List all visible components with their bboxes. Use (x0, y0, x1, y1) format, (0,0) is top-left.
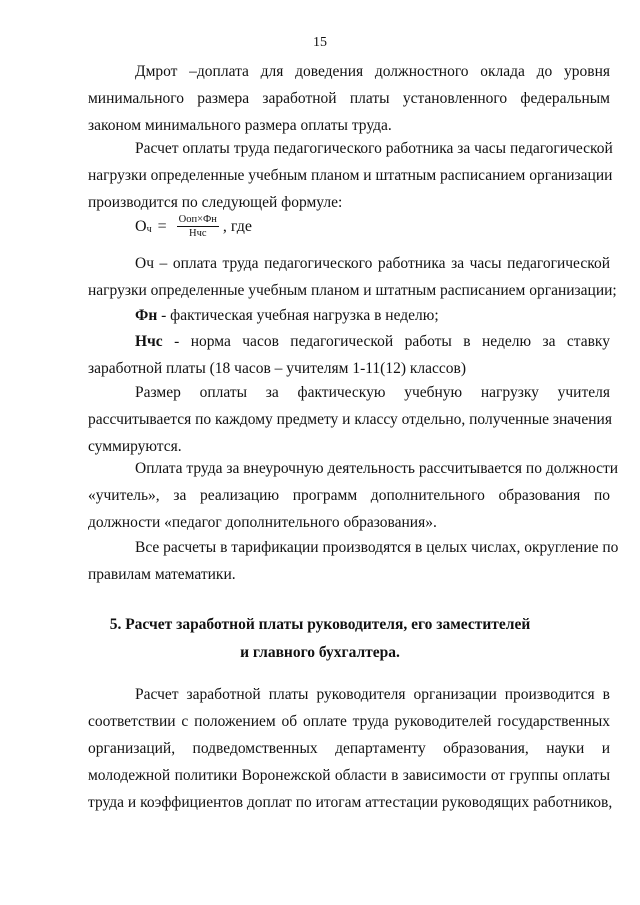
formula-fraction (177, 214, 219, 239)
section-heading-line-2: и главного бухгалтера. (240, 644, 400, 661)
formula-numerator: Ооп×Фн (178, 214, 217, 225)
paragraph-line: правилам математики. (88, 566, 236, 583)
term-nchs: Нчс (135, 333, 163, 350)
paragraph-line: труда и коэффициентов доплат по итогам аттестации руководящих работников, (88, 794, 613, 811)
paragraph-line: Расчет оплаты труда педагогического работника за часы педагогической (135, 140, 613, 157)
paragraph-line: заработной платы (18 часов – учителям 1-11(12) классов) (88, 360, 466, 377)
paragraph-line: Дмрот –доплата для доведения должностного оклада до уровня (135, 63, 610, 80)
paragraph-dmrot (88, 58, 610, 139)
paragraph-line: Оплата труда за внеурочную деятельность рассчитывается по должности (135, 460, 619, 477)
term-dmrot: Дмрот (135, 63, 178, 80)
paragraph-payment-size (88, 379, 610, 460)
page-number: 15 (313, 35, 327, 50)
paragraph-line: рассчитывается по каждому предмету и классу отдельно, полученные значения (88, 411, 612, 428)
paragraph-line: суммируются. (88, 438, 182, 455)
paragraph-line: нагрузки определенные учебным планом и штатным расписанием организации; (88, 282, 617, 299)
paragraph-line: организаций, подведомственных департаменту образования, науки и (88, 740, 610, 757)
paragraph-line: Все расчеты в тарификации производятся в целых числах, округление по (135, 539, 619, 556)
paragraph-manager-salary (88, 681, 613, 816)
formula-lhs: Оч (135, 217, 152, 235)
paragraph-och-definition (88, 250, 617, 304)
paragraph-fn-definition (88, 302, 610, 329)
paragraph-line: Нчс - норма часов педагогической работы в неделю за ставку (135, 333, 610, 350)
term-fn: Фн (135, 307, 158, 324)
paragraph-line: нагрузки определенные учебным планом и штатным расписанием организации (88, 167, 613, 184)
paragraph-line: Размер оплаты за фактическую учебную нагрузку учителя (135, 384, 610, 401)
formula-suffix: , где (222, 217, 252, 235)
paragraph-line: «учитель», за реализацию программ дополнительного образования по (88, 487, 610, 504)
formula-equals: = (157, 217, 167, 235)
paragraph-nchs-definition (88, 328, 610, 382)
paragraph-line: производится по следующей формуле: (88, 194, 343, 211)
paragraph-line: должности «педагог дополнительного образования». (88, 514, 437, 531)
paragraph-line: соответствии с положением об оплате труда руководителей государственных (88, 713, 610, 730)
paragraph-calc-intro (88, 135, 613, 216)
formula-denominator: Нчс (189, 228, 207, 239)
paragraph-line: Расчет заработной платы руководителя организации производится в (135, 686, 610, 703)
paragraph-line: Оч – оплата труда педагогического работника за часы педагогической (135, 255, 610, 272)
paragraph-line: законом минимального размера оплаты труда. (88, 117, 392, 134)
paragraph-line: Фн - фактическая учебная нагрузка в неделю; (135, 307, 439, 324)
formula (135, 214, 252, 239)
paragraph-line: молодежной политики Воронежской области в зависимости от группы оплаты (88, 767, 610, 784)
section-heading-line-1: 5. Расчет заработной платы руководителя, его заместителей (109, 616, 531, 633)
paragraph-line: минимального размера заработной платы установленного федеральным (88, 90, 610, 107)
paragraph-rounding (88, 534, 619, 588)
paragraph-extracurricular (88, 455, 619, 536)
